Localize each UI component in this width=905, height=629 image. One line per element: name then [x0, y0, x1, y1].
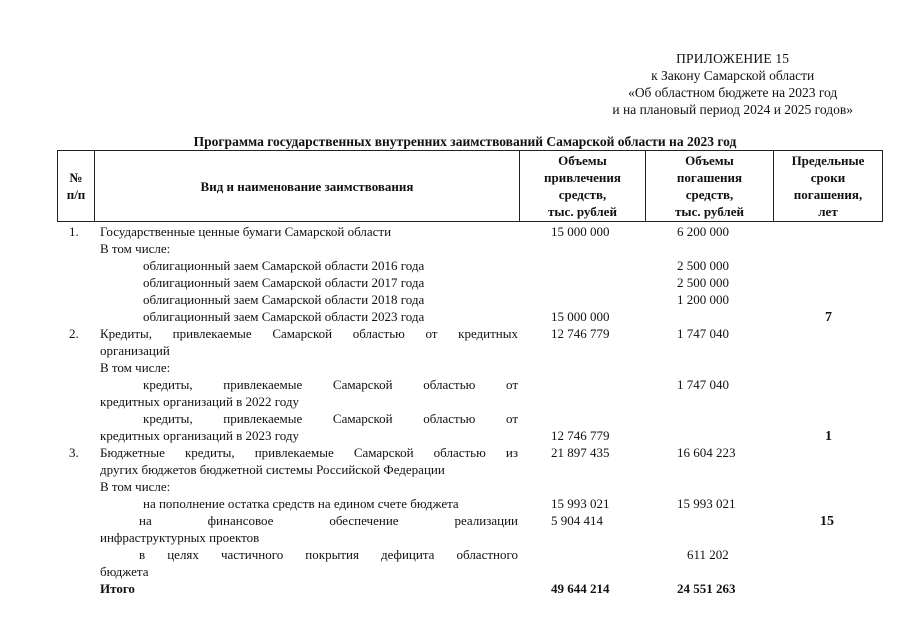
repay-value: 1 747 040 [677, 377, 729, 392]
row-text: на финансовое обеспечение реализации [139, 513, 518, 528]
header-number: № п/п [58, 151, 95, 221]
row-text: В том числе: [100, 360, 171, 375]
appendix-header [612, 50, 853, 118]
row-number: 1. [69, 224, 79, 239]
row-text-continued: бюджета [100, 564, 149, 579]
repay-value: 2 500 000 [677, 275, 729, 290]
appendix-number: ПРИЛОЖЕНИЕ 15 [676, 51, 790, 66]
repay-value: 1 200 000 [677, 292, 729, 307]
repay-value: 1 747 040 [677, 326, 729, 341]
attract-value: 15 000 000 [551, 309, 610, 324]
row-text: облигационный заем Самарской области 2016 года [143, 258, 425, 273]
row-text: Государственные ценные бумаги Самарской области [100, 224, 392, 239]
row-text-continued: других бюджетов бюджетной системы Российской Федерации [100, 462, 445, 477]
header-repayment: Объемы погашения средств, тыс. рублей [646, 151, 774, 221]
row-text-continued: организаций [100, 343, 170, 358]
appendix-law-period: и на плановый период 2024 и 2025 годов» [612, 102, 853, 117]
row-text-continued: инфраструктурных проектов [100, 530, 260, 545]
borrowing-program-table [57, 150, 883, 596]
row-text: В том числе: [100, 479, 171, 494]
row-number: 2. [69, 326, 79, 341]
header-attraction: Объемы привлечения средств, тыс. рублей [520, 151, 646, 221]
attract-value: 5 904 414 [551, 513, 603, 528]
table-body [57, 222, 883, 602]
total-attract: 49 644 214 [551, 581, 610, 596]
appendix-law: к Закону Самарской области [651, 68, 815, 83]
row-text-continued: кредитных организаций в 2023 году [100, 428, 300, 443]
row-text: на пополнение остатка средств на едином счете бюджета [143, 496, 459, 511]
document-title: Программа государственных внутренних заимствований Самарской области на 2023 год [193, 134, 737, 149]
total-label: Итого [100, 581, 135, 596]
attract-value: 12 746 779 [551, 428, 610, 443]
attract-value: 15 993 021 [551, 496, 610, 511]
header-terms: Предельные сроки погашения, лет [791, 153, 865, 219]
repay-value: 611 202 [687, 547, 729, 562]
row-text: Бюджетные кредиты, привлекаемые Самарской областью из [100, 445, 518, 460]
row-text: В том числе: [100, 241, 171, 256]
row-text: облигационный заем Самарской области 2023 года [143, 309, 425, 324]
attract-value: 21 897 435 [551, 445, 610, 460]
row-text-continued: кредитных организаций в 2022 году [100, 394, 300, 409]
total-repay: 24 551 263 [677, 581, 736, 596]
appendix-law-title: «Об областном бюджете на 2023 год [628, 85, 838, 100]
repay-value: 16 604 223 [677, 445, 736, 460]
row-text: кредиты, привлекаемые Самарской областью от [143, 377, 518, 392]
term-value: 1 [825, 429, 832, 444]
repay-value: 6 200 000 [677, 224, 729, 239]
term-value: 15 [820, 514, 834, 529]
row-text: кредиты, привлекаемые Самарской областью от [143, 411, 518, 426]
term-value: 7 [825, 310, 832, 325]
header-name: Вид и наименование заимствования [95, 151, 520, 221]
table-header [57, 150, 883, 222]
row-text: облигационный заем Самарской области 2018 года [143, 292, 425, 307]
repay-value: 2 500 000 [677, 258, 729, 273]
row-text: в целях частичного покрытия дефицита областного [139, 547, 518, 562]
attract-value: 12 746 779 [551, 326, 610, 341]
row-text: Кредиты, привлекаемые Самарской областью от кредитных [100, 326, 518, 341]
row-number: 3. [69, 445, 79, 460]
repay-value: 15 993 021 [677, 496, 736, 511]
row-text: облигационный заем Самарской области 2017 года [143, 275, 425, 290]
attract-value: 15 000 000 [551, 224, 610, 239]
